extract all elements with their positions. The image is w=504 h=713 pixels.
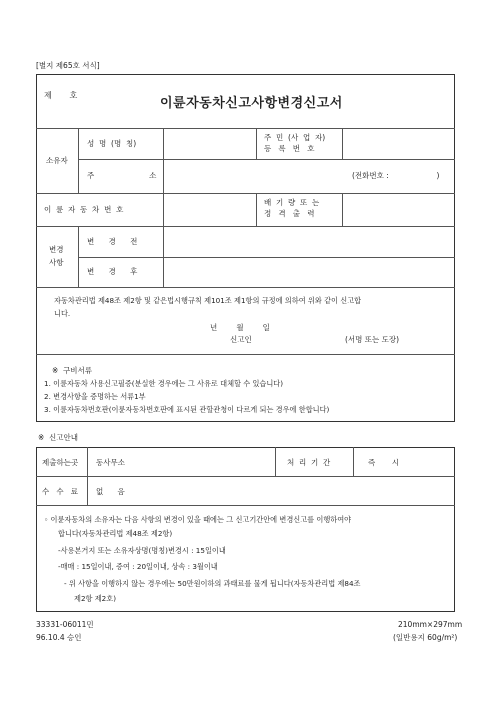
documents-title: ※ 구비서류 [52, 366, 93, 375]
displacement-label-2: 정 격 출 력 [264, 209, 315, 218]
submit-place-value: 동사무소 [96, 458, 125, 467]
owner-address-label: 주 소 [87, 171, 157, 180]
vehicle-number-label: 이 륜 자 동 차 번 호 [44, 205, 124, 214]
owner-group-label: 소유자 [46, 156, 68, 165]
change-after-field[interactable] [164, 258, 454, 286]
guide-note: -사용본거지 또는 소유자상명(명칭)변경시 : 15일이내 [58, 546, 226, 555]
displacement-label-1: 배 기 량 또 는 [264, 198, 320, 207]
processing-period-label: 처 리 기 간 [287, 458, 331, 467]
guide-title: ※ 신고안내 [38, 433, 79, 442]
form-number: [별지 제65호 서식] [36, 61, 100, 70]
change-before-field[interactable] [164, 227, 454, 256]
document-item: 3. 이륜자동차번호판(이륜자동차번호판에 표시된 관할관청이 다르게 되는 경우에 한합니다) [44, 405, 330, 414]
guide-note: ◦ 이륜자동차의 소유자는 다음 사항의 변경이 있을 때에는 그 신고기간안에 변경신고를 이행하여야 [44, 515, 352, 524]
registration-number-field[interactable] [343, 129, 454, 158]
statement-line-1: 자동차관리법 제48조 제2항 및 같은법시행규칙 제101조 제1항의 규정에 의하여 위와 같이 신고합 [54, 296, 362, 305]
fee-value: 없 음 [96, 487, 125, 496]
change-group-label-2: 사항 [49, 258, 64, 267]
registration-number-label-1: 주 민 (사 업 자) [264, 133, 326, 142]
guide-note: - 위 사항을 이행하지 않는 경우에는 50만원이하의 과태료를 물게 됩니다(자동차관리법 제84조 [64, 579, 361, 588]
fee-label: 수 수 료 [42, 487, 79, 496]
reporter-label: 신고인 [230, 335, 252, 344]
guide-note: 제2항 제2호) [74, 594, 117, 603]
signature-label: (서명 또는 도장) [345, 335, 400, 344]
registration-number-label-2: 등 록 번 호 [264, 144, 315, 153]
statement-line-2: 니다. [54, 309, 71, 318]
paper-size: 210mm×297mm [398, 620, 463, 629]
displacement-field[interactable] [343, 194, 454, 225]
processing-period-value: 즉 시 [368, 458, 400, 467]
form-code: 33331-06011민 [36, 620, 94, 629]
change-after-label: 변 경 후 [87, 267, 138, 276]
change-before-label: 변 경 전 [87, 237, 138, 246]
approval-date: 96.10.4 승인 [36, 633, 82, 642]
guide-note: -매매 : 15일이내, 증여 : 20일이내, 상속 : 3월이내 [58, 562, 218, 571]
phone-number-text: (전화번호 : ) [352, 171, 440, 180]
submit-place-label: 제출하는곳 [42, 458, 79, 467]
owner-name-label: 성 명 (명 칭) [87, 139, 137, 148]
vehicle-number-field[interactable] [164, 194, 255, 225]
statement-date: 년 월 일 [210, 323, 270, 332]
owner-address-field[interactable] [164, 160, 344, 192]
paper-type: (일반용지 60g/m²) [393, 633, 458, 642]
form-title: 이륜자동차신고사항변경신고서 [160, 96, 343, 111]
document-number-label: 제 호 [44, 91, 78, 100]
document-item: 2. 변경사항을 증명하는 서류1부 [44, 392, 146, 401]
document-item: 1. 이륜자동차 사용신고필증(분실한 경우에는 그 사유로 대체할 수 있습니다) [44, 379, 284, 388]
guide-note: 합니다(자동차관리법 제48조 제2항) [58, 529, 173, 538]
owner-name-field[interactable] [164, 129, 255, 158]
change-group-label-1: 변경 [49, 245, 64, 254]
